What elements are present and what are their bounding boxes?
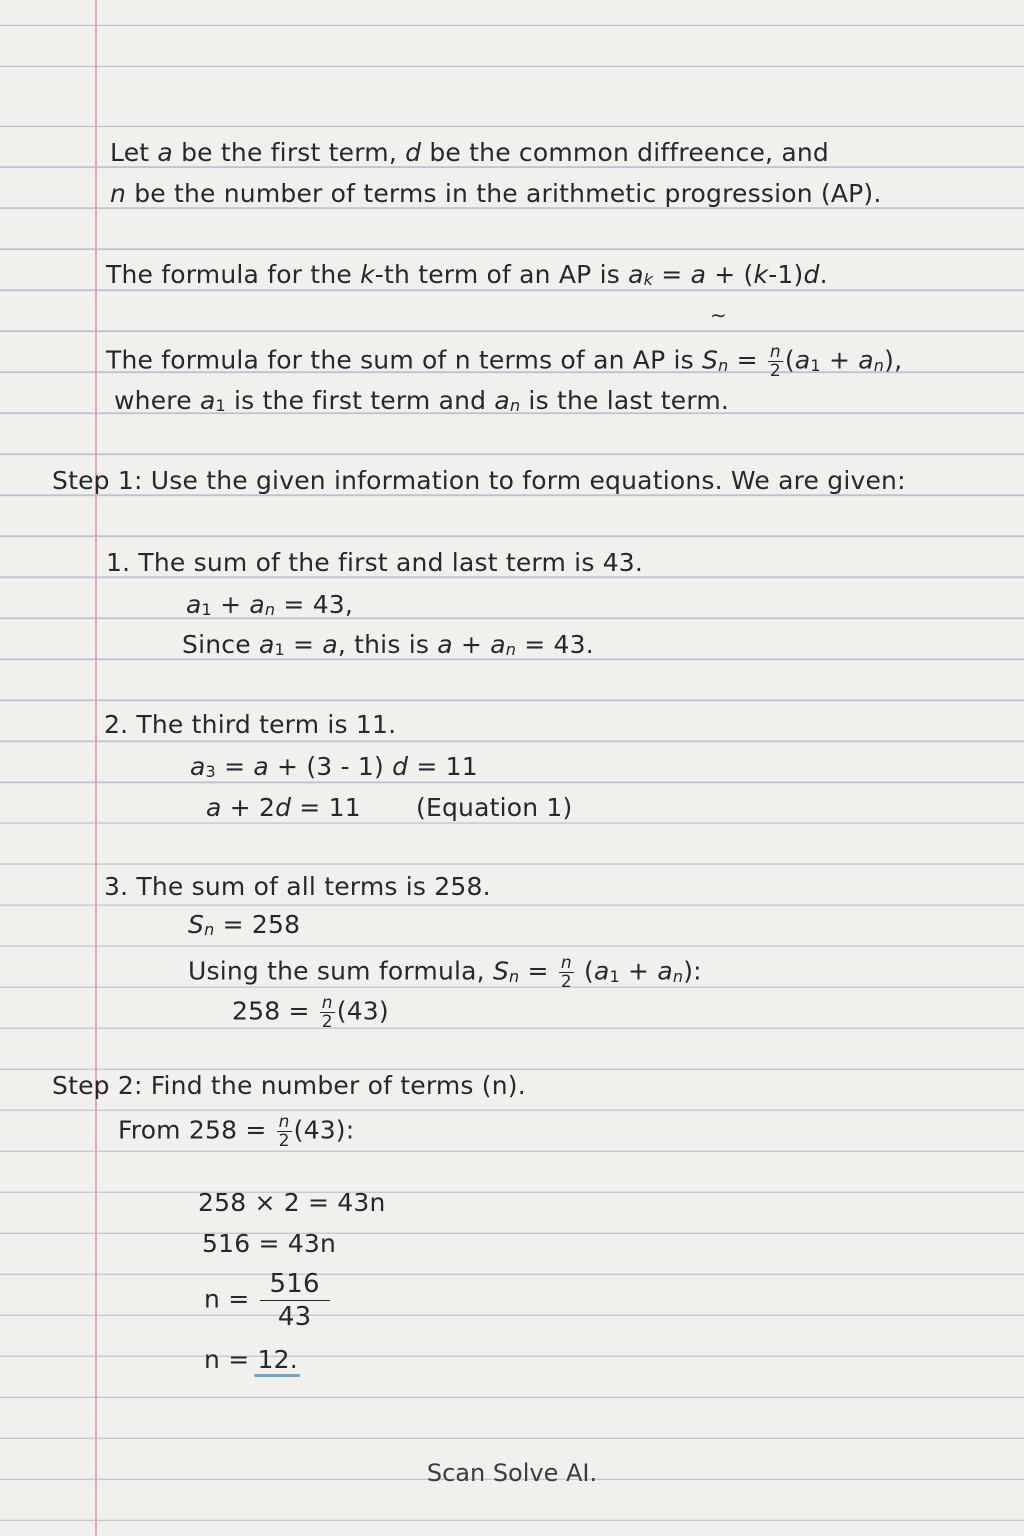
fraction: $\frac{n}{2}$ bbox=[560, 953, 572, 992]
fraction: $\frac{n}{2}$ bbox=[278, 1112, 290, 1151]
tilde-mark: ∼ bbox=[710, 303, 727, 327]
fraction: $\frac{n}{2}$ bbox=[321, 993, 333, 1032]
answer-underline bbox=[254, 1374, 300, 1377]
step-1-item-1-equation: $a_1 + a_n = 43$, bbox=[186, 590, 354, 619]
step-2-line-2: 516 = 43n bbox=[202, 1229, 337, 1258]
step-2-answer: n = 12. bbox=[204, 1345, 298, 1374]
fraction: $\frac{n}{2}$ bbox=[769, 342, 781, 381]
step-1-item-2-equation-2: a + 2d = 11 bbox=[206, 793, 361, 822]
sum-formula-where: where $a_1$ is the first term and $a_n$ is the last term. bbox=[114, 386, 730, 415]
step-1-heading: Step 1: Use the given information to form equations. We are given: bbox=[52, 466, 906, 495]
step-1-item-1: 1. The sum of the first and last term is 43. bbox=[106, 548, 644, 577]
equation-1-tag: (Equation 1) bbox=[416, 793, 573, 822]
sum-formula: The formula for the sum of n terms of an AP is $S_n$ = $\frac{n}{2}$ $(a_1 + a_n)$, bbox=[106, 342, 903, 381]
step-1-item-1-since: Since $a_1 = a$, this is $a + a_n = 43$. bbox=[182, 630, 594, 659]
step-1-item-2-equation: $a_3 = a + (3 - 1) d = 11$ bbox=[190, 752, 478, 781]
intro-line-2: n be the number of terms in the arithmetic progression (AP). bbox=[110, 179, 882, 208]
step-2-line-1: 258 × 2 = 43n bbox=[198, 1188, 386, 1217]
step-2-heading: Step 2: Find the number of terms (n). bbox=[52, 1071, 526, 1100]
step-2-line-3: n = $\frac{516}{43}$ bbox=[204, 1268, 332, 1333]
fraction: $\frac{516}{43}$ bbox=[260, 1268, 330, 1333]
intro-line-1: Let a be the first term, d be the common diffreence, and bbox=[110, 138, 829, 167]
step-2-from: From 258 = $\frac{n}{2}$ (43): bbox=[118, 1112, 355, 1151]
step-1-item-3: 3. The sum of all terms is 258. bbox=[104, 872, 491, 901]
step-1-item-2: 2. The third term is 11. bbox=[104, 710, 397, 739]
step-1-item-3-equation: 258 = $\frac{n}{2}$ (43) bbox=[232, 993, 389, 1032]
margin-line bbox=[95, 0, 97, 1536]
footer-watermark: Scan Solve AI. bbox=[426, 1459, 598, 1487]
kth-term-formula: The formula for the k-th term of an AP is $a_k = a + (k-1)d$. bbox=[106, 260, 828, 289]
step-1-item-3-using: Using the sum formula, $S_n$ = $\frac{n}{2}$ $(a_1 + a_n)$: bbox=[188, 953, 702, 992]
step-1-item-3-sn: $S_n = 258$ bbox=[188, 910, 301, 939]
